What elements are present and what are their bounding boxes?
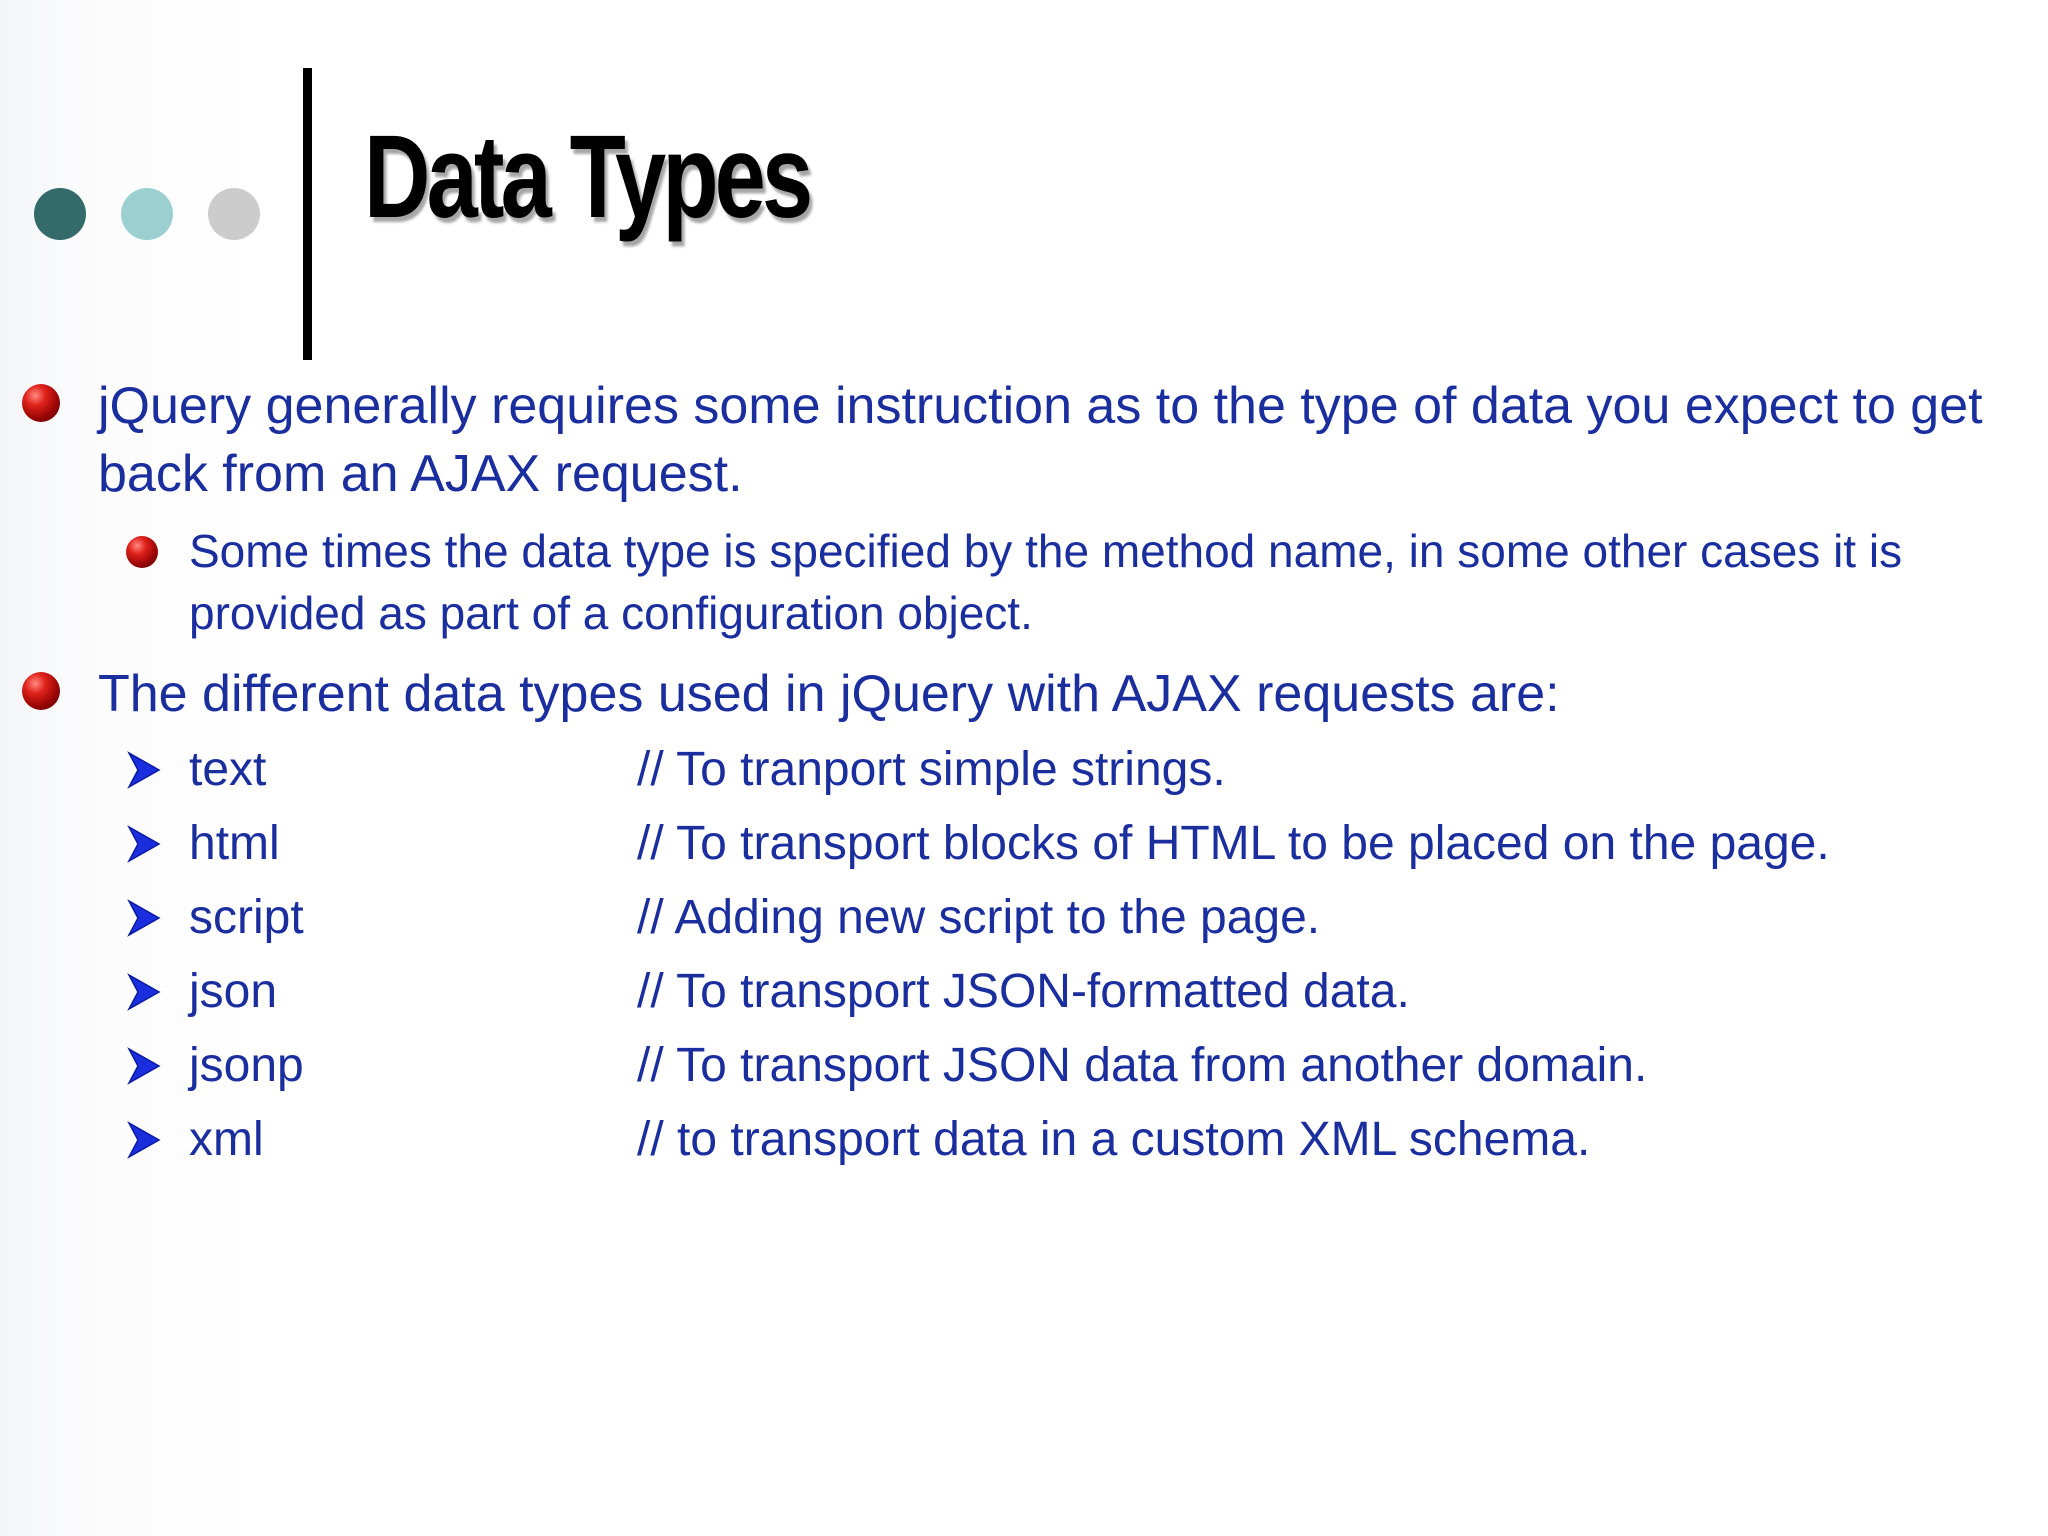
type-description: // To transport blocks of HTML to be placed on the page. [637,817,1830,870]
arrowhead-bullet-icon [127,825,161,863]
type-description: // To transport JSON data from another domain. [637,1039,1648,1092]
slide-title: Data Types [364,111,810,243]
type-description: // To tranport simple strings. [637,743,1226,796]
arrowhead-bullet-icon [127,751,161,789]
arrowhead-bullet-icon [127,1047,161,1085]
type-description: // to transport data in a custom XML schema. [637,1113,1591,1166]
bullet-text-1: jQuery generally requires some instruction as to the type of data you expect to get back from an AJAX request. [98,377,1983,503]
arrowhead-bullet-icon [127,973,161,1011]
title-divider-line [303,68,312,360]
arrowhead-bullet-icon [127,1121,161,1159]
type-name: json [189,965,278,1018]
red-sphere-bullet-icon [22,384,60,422]
type-description: // To transport JSON-formatted data. [637,965,1410,1018]
type-name: html [189,817,280,870]
decorative-dot-light [121,188,173,240]
decorative-dot-gray [208,188,260,240]
type-name: jsonp [189,1039,304,1092]
sub-bullet-text-1: Some times the data type is specified by the method name, in some other cases it is provided as part of a configuration object. [189,525,1903,639]
red-sphere-bullet-icon [22,672,60,710]
type-description: // Adding new script to the page. [637,891,1321,944]
arrowhead-bullet-icon [127,899,161,937]
decorative-dot-dark [34,188,86,240]
bullet-text-2: The different data types used in jQuery with AJAX requests are: [98,665,1560,723]
type-name: script [189,891,304,944]
red-sphere-bullet-icon [126,536,158,568]
type-name: xml [189,1113,264,1166]
type-name: text [189,743,267,796]
